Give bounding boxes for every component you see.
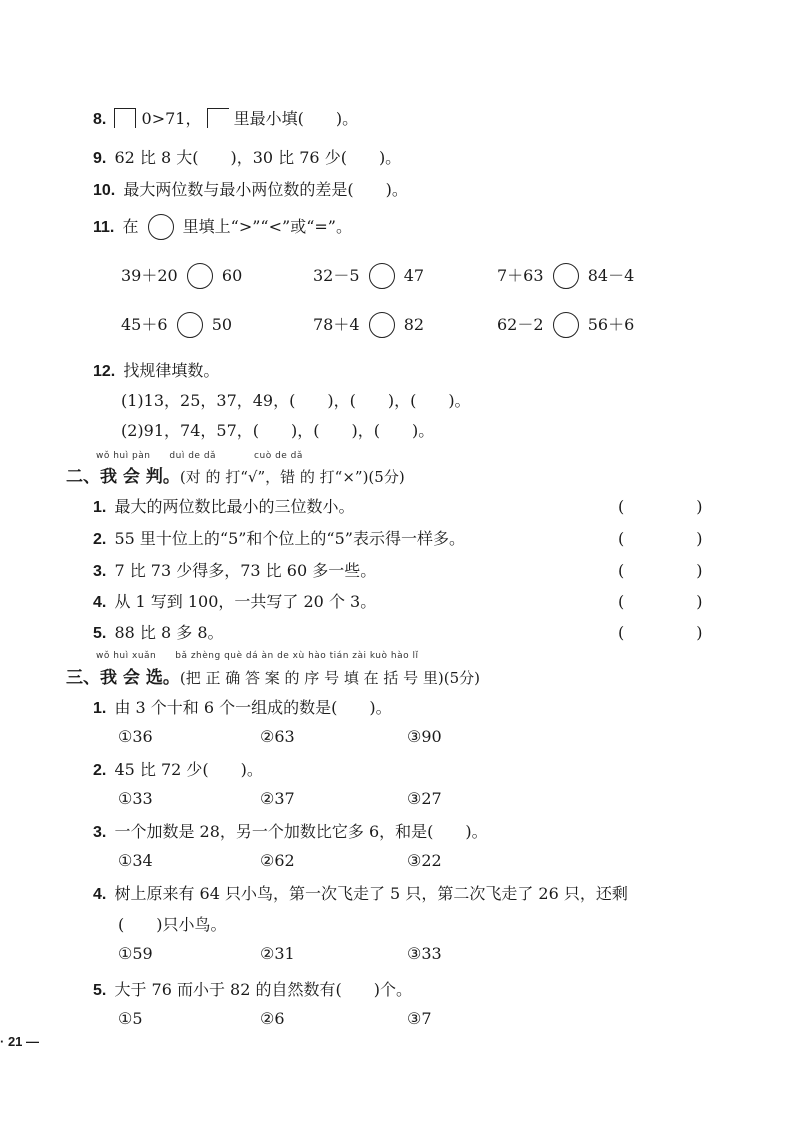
question-text: 一个加数是 28，另一个加数比它多 6，和是( )。 (114, 822, 488, 841)
question-number: 3. (93, 563, 107, 580)
compare-item (497, 263, 634, 289)
question-text: 树上原来有 64 只小鸟，第一次飞走了 5 只，第二次飞走了 26 只，还剩 (114, 884, 628, 903)
option[interactable]: ②62 (260, 851, 295, 870)
judge-item (93, 494, 354, 517)
choice-question (93, 881, 628, 904)
question-text: 7 比 73 少得多，73 比 60 多一些。 (114, 561, 377, 580)
question-number: 1. (93, 499, 107, 516)
option[interactable]: ③7 (407, 1009, 432, 1028)
judge-item (93, 526, 465, 549)
option[interactable]: ②6 (260, 1009, 285, 1028)
option[interactable]: ②37 (260, 789, 295, 808)
question-text-continued: ( )只小鸟。 (118, 915, 227, 934)
section-note: (对 的 打“√”，错 的 打“×”)(5分) (179, 468, 405, 486)
question-number: 9. (93, 150, 107, 167)
compare-item (313, 263, 424, 289)
question-text: 0>71， (141, 109, 202, 128)
question-number: 4. (93, 594, 107, 611)
section-heading (66, 462, 405, 487)
question-number: 3. (93, 824, 107, 841)
section-title: 二、我 会 判。 (66, 467, 180, 487)
question-text: 里最小填( )。 (233, 109, 359, 128)
judge-item (93, 620, 224, 643)
judge-item (93, 589, 376, 612)
question-number: 4. (93, 886, 107, 903)
judge-answer-paren[interactable]: ( ) (618, 623, 731, 642)
compare-left: 39＋20 (121, 266, 178, 285)
compare-right: 82 (403, 315, 425, 334)
compare-right: 84－4 (587, 266, 635, 285)
question-number: 11. (93, 219, 115, 236)
compare-right: 47 (403, 266, 425, 285)
option[interactable]: ③27 (407, 789, 442, 808)
compare-circle[interactable] (369, 312, 395, 338)
question-text: 由 3 个十和 6 个一组成的数是( )。 (114, 698, 392, 717)
compare-item (313, 312, 424, 338)
question-text: 大于 76 而小于 82 的自然数有( )个。 (114, 980, 412, 999)
question-text: 最大的两位数比最小的三位数小。 (114, 497, 355, 516)
compare-item (121, 312, 232, 338)
question-number: 2. (93, 762, 107, 779)
option[interactable]: ③90 (407, 727, 442, 746)
question-11 (93, 214, 352, 240)
question-text: 88 比 8 多 8。 (114, 623, 224, 642)
compare-item (497, 312, 634, 338)
compare-left: 62－2 (497, 315, 544, 334)
answer-box[interactable] (114, 108, 136, 128)
compare-circle[interactable] (553, 312, 579, 338)
question-number: 5. (93, 982, 107, 999)
judge-item (93, 558, 376, 581)
question-text: 找规律填数。 (123, 361, 220, 380)
question-9 (93, 145, 401, 168)
question-text: 里填上“>”“<”或“=”。 (182, 217, 352, 236)
compare-item (121, 263, 242, 289)
section-pinyin: wǒ huì pàn duì de dǎ cuò de dǎ (96, 451, 303, 461)
answer-box[interactable] (207, 108, 229, 128)
compare-right: 56＋6 (587, 315, 635, 334)
question-number: 8. (93, 111, 107, 128)
question-number: 12. (93, 363, 116, 380)
compare-right: 50 (211, 315, 233, 334)
compare-right: 60 (221, 266, 243, 285)
compare-circle[interactable] (553, 263, 579, 289)
option[interactable]: ②63 (260, 727, 295, 746)
judge-answer-paren[interactable]: ( ) (618, 561, 731, 580)
choice-question (93, 695, 392, 718)
section-heading (66, 663, 480, 688)
question-12 (93, 358, 219, 381)
question-10 (93, 177, 408, 200)
choice-question (93, 757, 263, 780)
section-pinyin: wǒ huì xuǎn bǎ zhèng què dá àn de xù hào tián zài kuò hào lǐ (96, 651, 419, 661)
judge-answer-paren[interactable]: ( ) (618, 592, 731, 611)
option[interactable]: ①5 (118, 1009, 143, 1028)
question-number: 1. (93, 700, 107, 717)
option[interactable]: ①33 (118, 789, 153, 808)
question-number: 5. (93, 625, 107, 642)
compare-left: 78＋4 (313, 315, 360, 334)
option[interactable]: ①36 (118, 727, 153, 746)
compare-circle[interactable] (369, 263, 395, 289)
judge-answer-paren[interactable]: ( ) (618, 497, 731, 516)
question-number: 10. (93, 182, 116, 199)
page-number: · 21 — (0, 1034, 40, 1049)
compare-circle[interactable] (187, 263, 213, 289)
question-text: 55 里十位上的“5”和个位上的“5”表示得一样多。 (114, 529, 465, 548)
question-8 (93, 106, 358, 129)
compare-left: 32－5 (313, 266, 360, 285)
compare-circle[interactable] (177, 312, 203, 338)
option[interactable]: ③33 (407, 944, 442, 963)
sequence-item: (1)13，25，37，49，( )，( )，( )。 (121, 391, 471, 410)
compare-left: 45＋6 (121, 315, 168, 334)
sequence-item: (2)91，74，57，( )，( )，( )。 (121, 421, 435, 440)
judge-answer-paren[interactable]: ( ) (618, 529, 731, 548)
question-text: 45 比 72 少( )。 (114, 760, 263, 779)
question-number: 2. (93, 531, 107, 548)
question-text: 从 1 写到 100，一共写了 20 个 3。 (114, 592, 377, 611)
choice-question (93, 977, 412, 1000)
option[interactable]: ①59 (118, 944, 153, 963)
option[interactable]: ③22 (407, 851, 442, 870)
question-text: 62 比 8 大( )，30 比 76 少( )。 (114, 148, 402, 167)
question-text: 最大两位数与最小两位数的差是( )。 (123, 180, 408, 199)
circle-icon (148, 214, 174, 240)
option[interactable]: ①34 (118, 851, 153, 870)
compare-left: 7＋63 (497, 266, 544, 285)
choice-question (93, 819, 488, 842)
section-note: (把 正 确 答 案 的 序 号 填 在 括 号 里)(5分) (179, 669, 481, 687)
question-text: 在 (122, 217, 139, 236)
section-title: 三、我 会 选。 (66, 668, 180, 688)
option[interactable]: ②31 (260, 944, 295, 963)
